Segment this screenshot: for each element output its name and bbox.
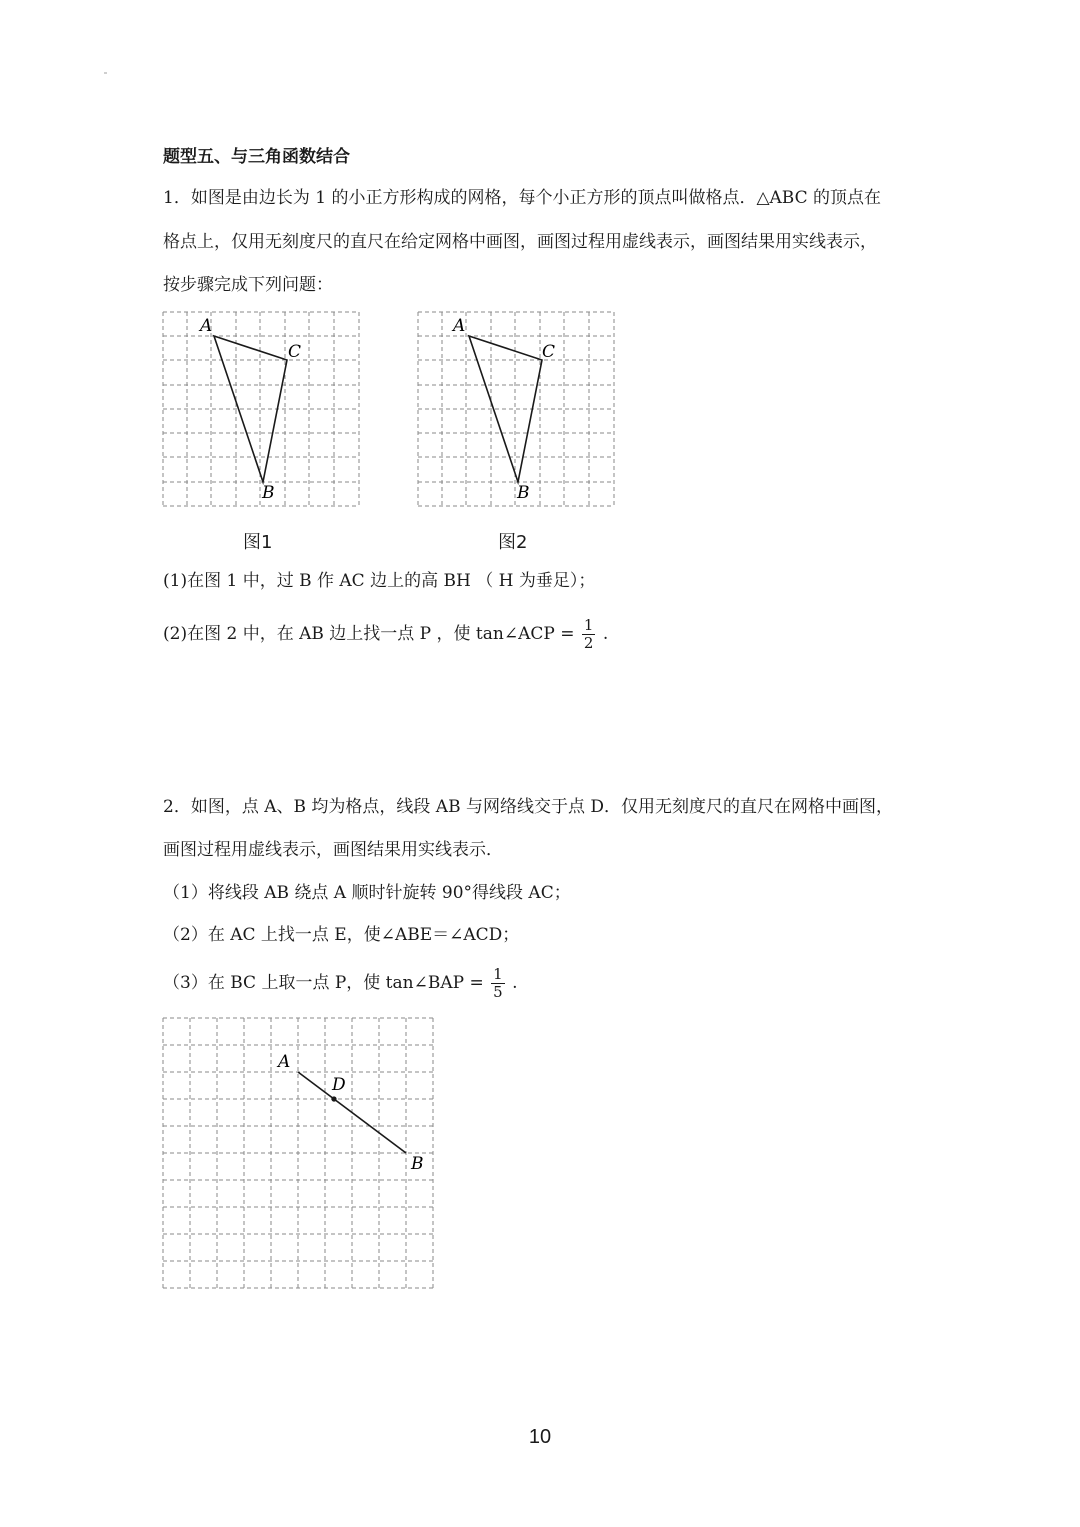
problem2-line2: 画图过程用虚线表示，画图结果用实线表示．	[163, 840, 503, 860]
label-b: B	[517, 483, 530, 503]
figure3-grid	[160, 1015, 440, 1293]
label-a: A	[453, 316, 466, 336]
problem2-line1: 2．如图，点 A、B 均为格点，线段 AB 与网络线交于点 D．仅用无刻度尺的直尺在网格中画图，	[163, 797, 894, 817]
fraction-numerator: 1	[583, 616, 594, 634]
problem2-question2: （2）在 AC 上找一点 E，使∠ABE＝∠ACD；	[163, 925, 520, 945]
question2-period: .	[602, 624, 609, 644]
fraction-denominator: 5	[493, 983, 503, 1001]
question3-text: （3）在 BC 上取一点 P，使 tan∠BAP =	[163, 973, 484, 993]
figure1-caption: 图1	[243, 532, 273, 553]
figure2-caption: 图2	[498, 532, 528, 553]
fraction-denominator: 2	[583, 634, 594, 652]
fraction-numerator: 1	[493, 965, 503, 983]
question2-text: (2)在图 2 中，在 AB 边上找一点 P ，使 tan∠ACP =	[163, 624, 575, 644]
point-d-dot	[331, 1096, 336, 1101]
problem1-line2: 格点上，仅用无刻度尺的直尺在给定网格中画图，画图过程用虚线表示，画图结果用实线表示，	[163, 232, 877, 252]
figure2-grid	[415, 309, 621, 510]
problem2-question3	[163, 963, 517, 1003]
fraction-one-fifth	[491, 966, 505, 1001]
label-a: A	[278, 1052, 291, 1072]
problem1-question1: (1)在图 1 中，过 B 作 AC 边上的高 BH （ H 为垂足）；	[163, 571, 596, 591]
label-c: C	[288, 342, 302, 362]
problem1-line3: 按步骤完成下列问题：	[163, 275, 333, 295]
label-a: A	[200, 316, 213, 336]
page-number: 10	[528, 1426, 552, 1448]
problem1-line1: 1．如图是由边长为 1 的小正方形构成的网格，每个小正方形的顶点叫做格点．△ABC 的顶点在	[163, 188, 882, 208]
section-title: 题型五、与三角函数结合	[163, 147, 350, 167]
figure1-grid	[160, 309, 366, 510]
label-b: B	[262, 483, 275, 503]
problem2-question1: （1）将线段 AB 绕点 A 顺时针旋转 90°得线段 AC；	[163, 883, 571, 903]
scan-speck	[104, 72, 107, 74]
label-d: D	[332, 1075, 346, 1095]
fraction-one-half	[582, 617, 596, 652]
problem1-question2	[163, 614, 608, 654]
question3-period: .	[512, 973, 518, 993]
label-b: B	[411, 1154, 424, 1174]
label-c: C	[542, 342, 556, 362]
